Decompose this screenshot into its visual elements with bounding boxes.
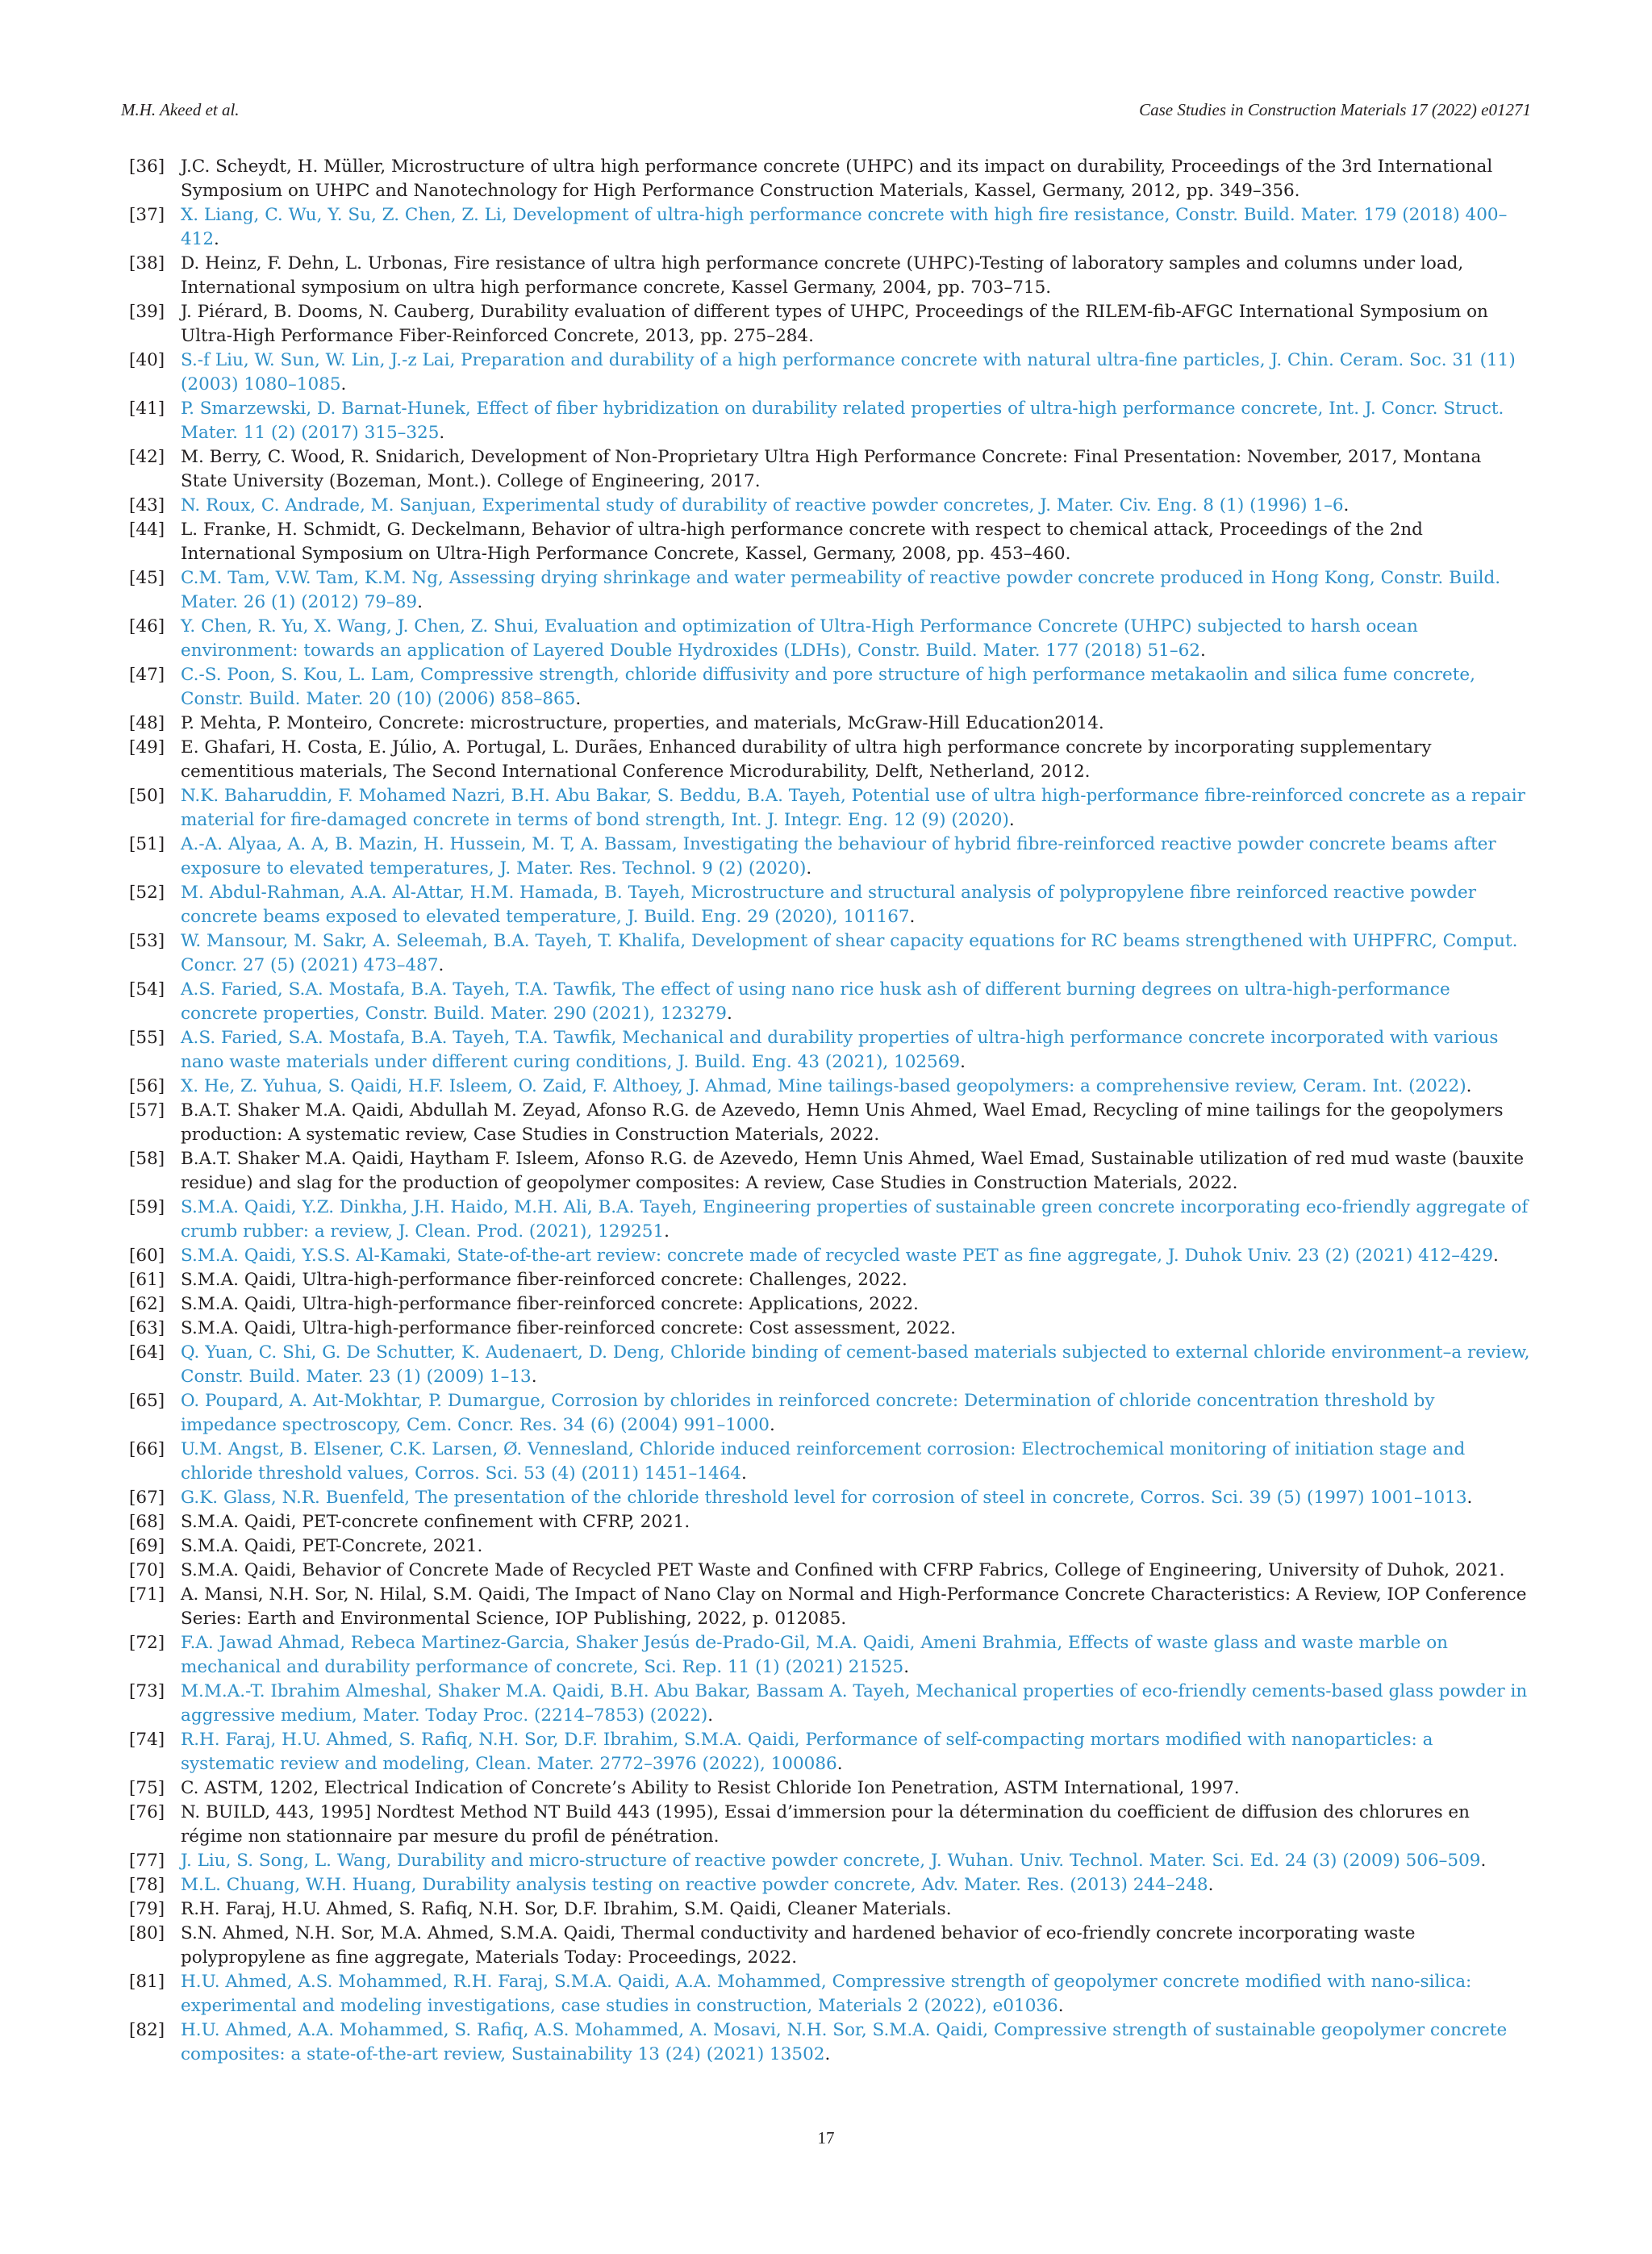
reference-item <box>129 1099 1531 1147</box>
reference-item[interactable] <box>129 978 1531 1026</box>
reference-link[interactable]: H.U. Ahmed, A.A. Mohammed, S. Rafiq, A.S. Mohammed, A. Mosavi, N.H. Sor, S.M.A. Qaidi, Compressive strength of sustainable geopolymer concrete composites: a state-of-the-art review, Sustainability 13 (24) (2021) 13502 <box>181 2020 1508 2064</box>
reference-item[interactable] <box>129 1438 1531 1486</box>
reference-period: . <box>726 1004 732 1024</box>
reference-link[interactable]: A.-A. Alyaa, A. A, B. Mazin, H. Hussein, M. T, A. Bassam, Investigating the behaviour of hybrid fibre-reinforced reactive powder concrete beams after exposure to elevated temperatures, J. Mater. Res. Technol. 9 (2) (2020) <box>181 834 1496 879</box>
reference-number: [71] <box>129 1584 165 1605</box>
reference-number: [36] <box>129 157 165 177</box>
reference-item[interactable] <box>129 615 1531 663</box>
reference-text: J.C. Scheydt, H. Müller, Microstructure of ultra high performance concrete (UHPC) and its impact on durability, Proceedings of the 3rd International Symposium on UHPC and Nanotechnology for High Performance Construction Materials, Kassel, Germany, 2012, pp. 349–356. <box>181 157 1493 201</box>
reference-number: [82] <box>129 2020 165 2040</box>
reference-link[interactable]: G.K. Glass, N.R. Buenfeld, The presentation of the chloride threshold level for corrosion of steel in concrete, Corros. Sci. 39 (5) (1997) 1001–1013 <box>181 1488 1467 1508</box>
reference-text: S.M.A. Qaidi, PET-Concrete, 2021. <box>181 1536 483 1556</box>
reference-item[interactable] <box>129 1389 1531 1438</box>
reference-number: [70] <box>129 1560 165 1580</box>
reference-number: [39] <box>129 302 165 322</box>
reference-text: S.M.A. Qaidi, Ultra-high-performance fiber-reinforced concrete: Cost assessment, 2022. <box>181 1318 957 1338</box>
reference-period: . <box>1208 1875 1214 1895</box>
reference-link[interactable]: H.U. Ahmed, A.S. Mohammed, R.H. Faraj, S.M.A. Qaidi, A.A. Mohammed, Compressive strength of geopolymer concrete modified with nano-silica: experimental and modeling investigations, case studies in construction, Materials 2 (2022), e01036 <box>181 1972 1472 2016</box>
reference-number: [42] <box>129 447 165 467</box>
reference-item[interactable] <box>129 1728 1531 1776</box>
reference-text: M. Berry, C. Wood, R. Snidarich, Development of Non-Proprietary Ultra High Performance Concrete: Final Presentation: November, 2017, Montana State University (Bozeman, Mont.). College of Engineering, 2017. <box>181 447 1482 491</box>
reference-item <box>129 1583 1531 1631</box>
reference-period: . <box>1466 1488 1473 1508</box>
reference-item[interactable] <box>129 349 1531 397</box>
reference-text: S.M.A. Qaidi, Behavior of Concrete Made of Recycled PET Waste and Confined with CFRP Fabrics, College of Engineering, University of Duhok, 2021. <box>181 1560 1505 1580</box>
reference-item[interactable] <box>129 1196 1531 1244</box>
reference-item[interactable] <box>129 784 1531 833</box>
reference-item <box>129 1510 1531 1534</box>
reference-text: S.N. Ahmed, N.H. Sor, M.A. Ahmed, S.M.A. Qaidi, Thermal conductivity and hardened behavior of eco-friendly concrete incorporating waste polypropylene as fine aggregate, Materials Today: Proceedings, 2022. <box>181 1923 1416 1968</box>
reference-number: [63] <box>129 1318 165 1338</box>
reference-item[interactable] <box>129 2018 1531 2067</box>
reference-number: [62] <box>129 1294 165 1314</box>
reference-item[interactable] <box>129 566 1531 615</box>
reference-text: B.A.T. Shaker M.A. Qaidi, Haytham F. Isleem, Afonso R.G. de Azevedo, Hemn Unis Ahmed, Wael Emad, Sustainable utilization of red mud waste (bauxite residue) and slag for the production of geopolymer composites: A review, Case Studies in Construction Materials, 2022. <box>181 1149 1525 1193</box>
reference-number: [48] <box>129 713 165 733</box>
reference-link[interactable]: A.S. Faried, S.A. Mostafa, B.A. Tayeh, T.A. Tawfik, The effect of using nano rice husk ash of different burning degrees on ultra-high-performance concrete properties, Constr. Build. Mater. 290 (2021), 123279 <box>181 979 1450 1024</box>
reference-list <box>129 155 1531 2067</box>
reference-number: [56] <box>129 1076 165 1096</box>
reference-period: . <box>769 1415 775 1435</box>
reference-period: . <box>1058 1996 1064 2016</box>
reference-item <box>129 1317 1531 1341</box>
reference-link[interactable]: F.A. Jawad Ahmad, Rebeca Martinez-Garcia, Shaker Jesús de-Prado-Gil, M.A. Qaidi, Ameni Brahmia, Effects of waste glass and waste marble on mechanical and durability performance of concrete, Sci. Rep. 11 (1) (2021) 21525 <box>181 1633 1448 1677</box>
reference-number: [77] <box>129 1851 165 1871</box>
reference-item[interactable] <box>129 203 1531 252</box>
reference-number: [51] <box>129 834 165 854</box>
reference-text: D. Heinz, F. Dehn, L. Urbonas, Fire resistance of ultra high performance concrete (UHPC)-Testing of laboratory samples and columns under load, International symposium on ultra high performance concrete, Kassel Germany, 2004, pp. 703–715. <box>181 253 1464 298</box>
reference-period: . <box>531 1367 537 1387</box>
reference-number: [79] <box>129 1899 165 1919</box>
reference-period: . <box>909 907 916 927</box>
reference-link[interactable]: P. Smarzewski, D. Barnat-Hunek, Effect of fiber hybridization on durability related properties of ultra-high performance concrete, Int. J. Concr. Struct. Mater. 11 (2) (2017) 315–325 <box>181 399 1504 443</box>
reference-text: B.A.T. Shaker M.A. Qaidi, Abdullah M. Zeyad, Afonso R.G. de Azevedo, Hemn Unis Ahmed, Wael Emad, Recycling of mine tailings for the geopolymers production: A systematic review, Case Studies in Construction Materials, 2022. <box>181 1100 1504 1145</box>
reference-item <box>129 1292 1531 1317</box>
reference-item[interactable] <box>129 1631 1531 1680</box>
reference-link[interactable]: C.-S. Poon, S. Kou, L. Lam, Compressive strength, chloride diffusivity and pore structure of high performance metakaolin and silica fume concrete, Constr. Build. Mater. 20 (10) (2006) 858–865 <box>181 665 1475 709</box>
reference-number: [75] <box>129 1778 165 1798</box>
reference-period: . <box>1343 495 1350 515</box>
reference-period: . <box>1466 1076 1472 1096</box>
reference-item <box>129 518 1531 566</box>
reference-period: . <box>1480 1851 1487 1871</box>
reference-item[interactable] <box>129 1680 1531 1728</box>
reference-item <box>129 155 1531 203</box>
reference-text: N. BUILD, 443, 1995] Nordtest Method NT Build 443 (1995), Essai d’immersion pour la détermination du coefficient de diffusion des chlorures en régime non stationnaire par mesure du profil de pénétration. <box>181 1802 1471 1847</box>
reference-text: S.M.A. Qaidi, Ultra-high-performance fiber-reinforced concrete: Challenges, 2022. <box>181 1270 907 1290</box>
reference-number: [58] <box>129 1149 165 1169</box>
reference-number: [43] <box>129 495 165 515</box>
running-head-journal: Case Studies in Construction Materials 17 (2022) e01271 <box>1139 100 1531 119</box>
reference-link[interactable]: S.M.A. Qaidi, Y.S.S. Al-Kamaki, State-of-the-art review: concrete made of recycled waste PET as fine aggregate, J. Duhok Univ. 23 (2) (2021) 412–429 <box>181 1246 1493 1266</box>
reference-link[interactable]: U.M. Angst, B. Elsener, C.K. Larsen, Ø. Vennesland, Chloride induced reinforcement corrosion: Electrochemical monitoring of initiation stage and chloride threshold values, Corros. Sci. 53 (4) (2011) 1451–1464 <box>181 1439 1466 1484</box>
reference-number: [72] <box>129 1633 165 1653</box>
reference-item <box>129 736 1531 784</box>
reference-number: [44] <box>129 520 165 540</box>
reference-item[interactable] <box>129 1486 1531 1510</box>
reference-number: [68] <box>129 1512 165 1532</box>
reference-text: A. Mansi, N.H. Sor, N. Hilal, S.M. Qaidi, The Impact of Nano Clay on Normal and High-Performance Concrete Characteristics: A Review, IOP Conference Series: Earth and Environmental Science, IOP Publishing, 2022, p. 012085. <box>181 1584 1527 1629</box>
reference-number: [38] <box>129 253 165 273</box>
running-head-authors: M.H. Akeed et al. <box>121 100 240 119</box>
reference-number: [40] <box>129 350 165 370</box>
reference-period: . <box>836 1754 843 1774</box>
reference-link[interactable]: M.M.A.-T. Ibrahim Almeshal, Shaker M.A. Qaidi, B.H. Abu Bakar, Bassam A. Tayeh, Mechanical properties of eco-friendly cements-based glass powder in aggressive medium, Mater. Today Proc. (2214–7853) (2022) <box>181 1681 1528 1726</box>
reference-text: S.M.A. Qaidi, Ultra-high-performance fiber-reinforced concrete: Applications, 2022. <box>181 1294 919 1314</box>
reference-link[interactable]: O. Poupard, A. Aıt-Mokhtar, P. Dumargue, Corrosion by chlorides in reinforced concrete: Determination of chloride concentration threshold by impedance spectroscopy, Cem. Concr. Res. 34 (6) (2004) 991–1000 <box>181 1391 1435 1435</box>
reference-link[interactable]: W. Mansour, M. Sakr, A. Seleemah, B.A. Tayeh, T. Khalifa, Development of shear capacity equations for RC beams strengthened with UHPFRC, Comput. Concr. 27 (5) (2021) 473–487 <box>181 931 1518 975</box>
reference-link[interactable]: S.-f Liu, W. Sun, W. Lin, J.-z Lai, Preparation and durability of a high performance concrete with natural ultra-fine particles, J. Chin. Ceram. Soc. 31 (11) (2003) 1080–1085 <box>181 350 1516 394</box>
reference-period: . <box>575 689 582 709</box>
reference-number: [59] <box>129 1197 165 1217</box>
reference-item[interactable] <box>129 881 1531 929</box>
reference-link[interactable]: S.M.A. Qaidi, Y.Z. Dinkha, J.H. Haido, M.H. Ali, B.A. Tayeh, Engineering properties of sustainable green concrete incorporating eco-friendly aggregate of crumb rubber: a review, J. Clean. Prod. (2021), 129251 <box>181 1197 1529 1242</box>
reference-number: [76] <box>129 1802 165 1822</box>
reference-number: [69] <box>129 1536 165 1556</box>
reference-item <box>129 252 1531 300</box>
reference-item[interactable] <box>129 1873 1531 1897</box>
reference-item[interactable] <box>129 1970 1531 2018</box>
reference-number: [74] <box>129 1730 165 1750</box>
reference-item[interactable] <box>129 1244 1531 1268</box>
reference-item <box>129 1922 1531 1970</box>
reference-item <box>129 1559 1531 1583</box>
running-head <box>121 100 1531 129</box>
reference-number: [52] <box>129 883 165 903</box>
reference-number: [73] <box>129 1681 165 1701</box>
reference-number: [78] <box>129 1875 165 1895</box>
reference-item[interactable] <box>129 1026 1531 1075</box>
reference-link[interactable]: R.H. Faraj, H.U. Ahmed, S. Rafiq, N.H. Sor, D.F. Ibrahim, S.M.A. Qaidi, Performance of self-compacting mortars modified with nanoparticles: a systematic review and modeling, Clean. Mater. 2772–3976 (2022), 100086 <box>181 1730 1433 1774</box>
reference-text: J. Piérard, B. Dooms, N. Cauberg, Durability evaluation of different types of UHPC, Proceedings of the RILEM-fib-AFGC International Symposium on Ultra-High Performance Fiber-Reinforced Concrete, 2013, pp. 275–284. <box>181 302 1488 346</box>
reference-item[interactable] <box>129 397 1531 445</box>
reference-link[interactable]: Y. Chen, R. Yu, X. Wang, J. Chen, Z. Shui, Evaluation and optimization of Ultra-High Performance Concrete (UHPC) subjected to harsh ocean environment: towards an application of Layered Double Hydroxides (LDHs), Constr. Build. Mater. 177 (2018) 51–62 <box>181 616 1418 661</box>
reference-item[interactable] <box>129 833 1531 881</box>
reference-text: E. Ghafari, H. Costa, E. Júlio, A. Portugal, L. Durães, Enhanced durability of ultra high performance concrete by incorporating supplementary cementitious materials, The Second International Conference Microdurability, Delft, Netherland, 2012. <box>181 737 1432 782</box>
reference-period: . <box>1008 810 1015 830</box>
reference-link[interactable]: C.M. Tam, V.W. Tam, K.M. Ng, Assessing drying shrinkage and water permeability of reactive powder concrete produced in Hong Kong, Constr. Build. Mater. 26 (1) (2012) 79–89 <box>181 568 1501 612</box>
reference-item <box>129 1147 1531 1196</box>
reference-number: [64] <box>129 1342 165 1363</box>
reference-number: [80] <box>129 1923 165 1943</box>
reference-number: [66] <box>129 1439 165 1459</box>
reference-item[interactable] <box>129 1849 1531 1873</box>
reference-item <box>129 1268 1531 1292</box>
reference-item <box>129 1897 1531 1922</box>
reference-link[interactable]: J. Liu, S. Song, L. Wang, Durability and micro-structure of reactive powder concrete, J. Wuhan. Univ. Technol. Mater. Sci. Ed. 24 (3) (2009) 506–509 <box>181 1851 1481 1871</box>
reference-number: [45] <box>129 568 165 588</box>
reference-item <box>129 300 1531 349</box>
reference-period: . <box>664 1221 670 1242</box>
reference-period: . <box>903 1657 910 1677</box>
reference-period: . <box>1199 641 1206 661</box>
reference-period: . <box>740 1463 747 1484</box>
reference-period: . <box>824 2044 831 2064</box>
reference-text: S.M.A. Qaidi, PET-concrete confinement with CFRP, 2021. <box>181 1512 690 1532</box>
reference-item[interactable] <box>129 929 1531 978</box>
page-number: 17 <box>817 2128 835 2148</box>
reference-period: . <box>960 1052 966 1072</box>
reference-item <box>129 1776 1531 1801</box>
reference-number: [37] <box>129 205 165 225</box>
reference-period: . <box>439 423 445 443</box>
reference-period: . <box>417 592 423 612</box>
reference-item <box>129 1534 1531 1559</box>
reference-number: [54] <box>129 979 165 1000</box>
reference-link[interactable]: A.S. Faried, S.A. Mostafa, B.A. Tayeh, T.A. Tawfik, Mechanical and durability properties of ultra-high performance concrete incorporated with various nano waste materials under different curing conditions, J. Build. Eng. 43 (2021), 102569 <box>181 1028 1499 1072</box>
reference-text: C. ASTM, 1202, Electrical Indication of Concrete’s Ability to Resist Chloride Ion Penetration, ASTM International, 1997. <box>181 1778 1240 1798</box>
reference-link[interactable]: X. He, Z. Yuhua, S. Qaidi, H.F. Isleem, O. Zaid, F. Althoey, J. Ahmad, Mine tailings-based geopolymers: a comprehensive review, Ceram. Int. (2022) <box>181 1076 1466 1096</box>
reference-text: P. Mehta, P. Monteiro, Concrete: microstructure, properties, and materials, McGraw-Hill Education2014. <box>181 713 1104 733</box>
reference-link[interactable]: Q. Yuan, C. Shi, G. De Schutter, K. Audenaert, D. Deng, Chloride binding of cement-based materials subjected to external chloride environment–a review, Constr. Build. Mater. 23 (1) (2009) 1–13 <box>181 1342 1530 1387</box>
reference-item <box>129 445 1531 494</box>
reference-number: [60] <box>129 1246 165 1266</box>
reference-item[interactable] <box>129 1341 1531 1389</box>
reference-number: [81] <box>129 1972 165 1992</box>
reference-text: R.H. Faraj, H.U. Ahmed, S. Rafiq, N.H. Sor, D.F. Ibrahim, S.M. Qaidi, Cleaner Materials. <box>181 1899 952 1919</box>
reference-number: [49] <box>129 737 165 758</box>
reference-period: . <box>1493 1246 1499 1266</box>
reference-number: [65] <box>129 1391 165 1411</box>
reference-period: . <box>438 955 444 975</box>
reference-item <box>129 712 1531 736</box>
reference-number: [41] <box>129 399 165 419</box>
reference-number: [61] <box>129 1270 165 1290</box>
reference-item[interactable] <box>129 1075 1531 1099</box>
reference-link[interactable]: M. Abdul-Rahman, A.A. Al-Attar, H.M. Hamada, B. Tayeh, Microstructure and structural analysis of polypropylene fibre reinforced reactive powder concrete beams exposed to elevated temperature, J. Build. Eng. 29 (2020), 101167 <box>181 883 1476 927</box>
reference-number: [55] <box>129 1028 165 1048</box>
reference-number: [50] <box>129 786 165 806</box>
reference-number: [47] <box>129 665 165 685</box>
reference-number: [46] <box>129 616 165 637</box>
reference-period: . <box>707 1705 714 1726</box>
reference-link[interactable]: N. Roux, C. Andrade, M. Sanjuan, Experimental study of durability of reactive powder concretes, J. Mater. Civ. Eng. 8 (1) (1996) 1–6 <box>181 495 1344 515</box>
reference-number: [53] <box>129 931 165 951</box>
reference-period: . <box>340 374 347 394</box>
reference-link[interactable]: X. Liang, C. Wu, Y. Su, Z. Chen, Z. Li, Development of ultra-high performance concrete with high fire resistance, Constr. Build. Mater. 179 (2018) 400–412 <box>181 205 1508 249</box>
reference-link[interactable]: N.K. Baharuddin, F. Mohamed Nazri, B.H. Abu Bakar, S. Beddu, B.A. Tayeh, Potential use of ultra high-performance fibre-reinforced concrete as a repair material for fire-damaged concrete in terms of bond strength, Int. J. Integr. Eng. 12 (9) (2020) <box>181 786 1525 830</box>
reference-number: [67] <box>129 1488 165 1508</box>
reference-item[interactable] <box>129 663 1531 712</box>
reference-text: L. Franke, H. Schmidt, G. Deckelmann, Behavior of ultra-high performance concrete with respect to chemical attack, Proceedings of the 2nd International Symposium on Ultra-High Performance Concrete, Kassel, Germany, 2008, pp. 453–460. <box>181 520 1423 564</box>
reference-item[interactable] <box>129 494 1531 518</box>
reference-link[interactable]: M.L. Chuang, W.H. Huang, Durability analysis testing on reactive powder concrete, Adv. Mater. Res. (2013) 244–248 <box>181 1875 1208 1895</box>
reference-period: . <box>806 858 812 879</box>
reference-number: [57] <box>129 1100 165 1121</box>
reference-period: . <box>214 229 219 249</box>
reference-item <box>129 1801 1531 1849</box>
